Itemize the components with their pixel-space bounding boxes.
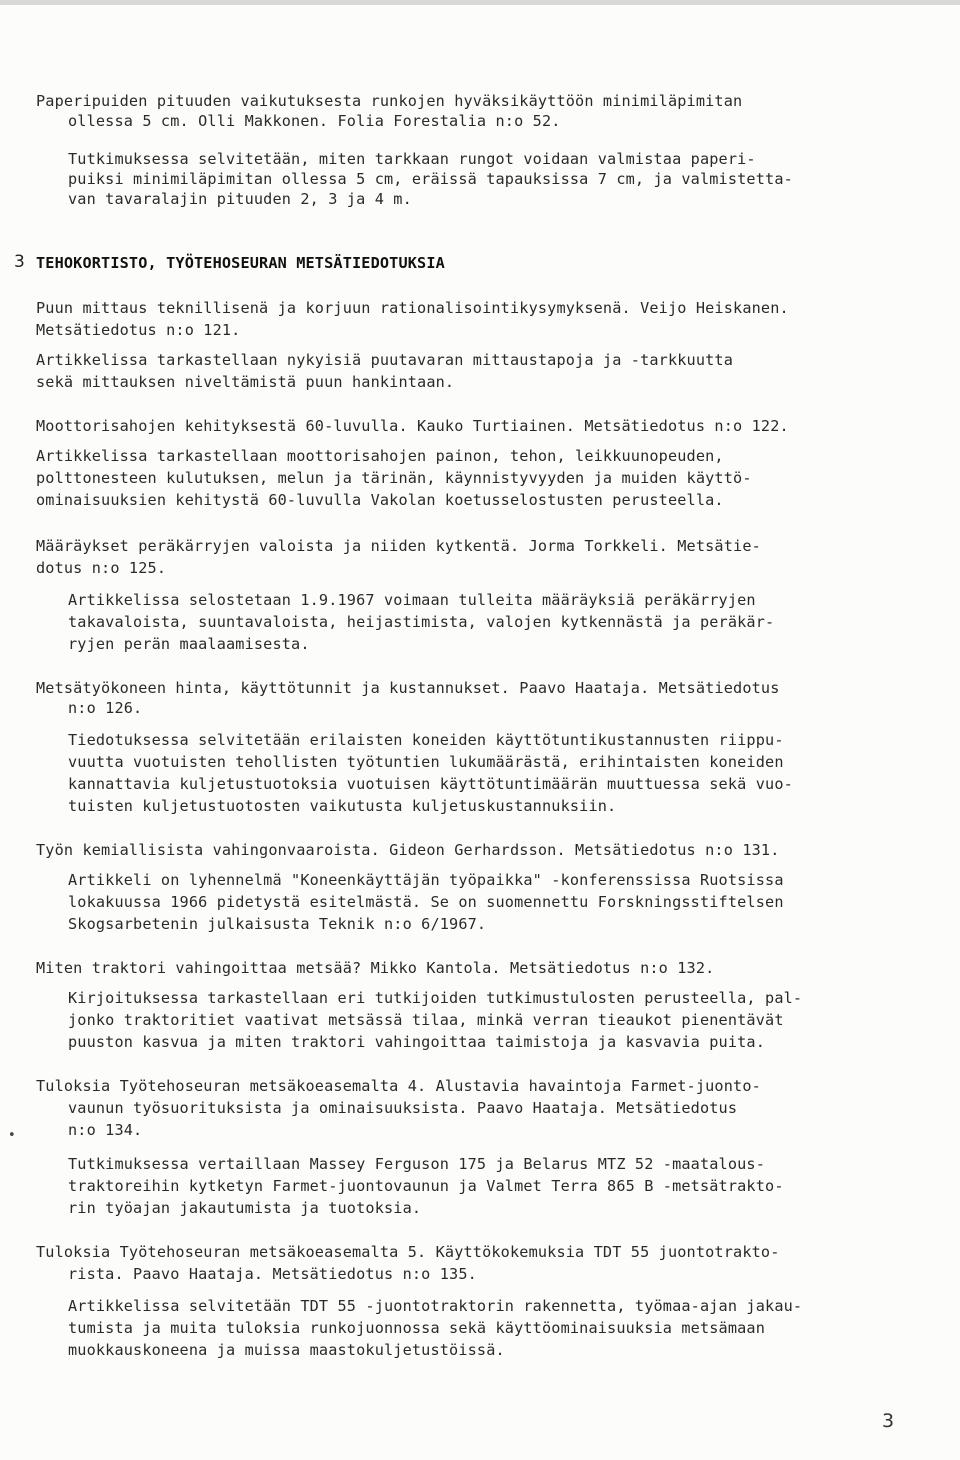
entry-title-line: vaunun työsuorituksista ja ominaisuuksista. Paavo Haataja. Metsätiedotus	[68, 1099, 738, 1117]
entry-abstract-line: Artikkelissa tarkastellaan nykyisiä puutavaran mittaustapoja ja -tarkkuutta	[36, 351, 734, 369]
entry-abstract-line: ominaisuuksien kehitystä 60-luvulla Vakolan koetusselostusten perusteella.	[36, 491, 724, 509]
entry-abstract-line: muokkauskoneena ja muissa maastokuljetustöissä.	[68, 1341, 505, 1359]
entry-abstract-line: rin työajan jakautumista ja tuotoksia.	[68, 1199, 422, 1217]
entry-abstract-line: lokakuussa 1966 pidetystä esitelmästä. Se on suomennettu Forskningsstiftelsen	[68, 893, 784, 911]
entry-title-line: Metsätiedotus n:o 121.	[36, 321, 241, 339]
page-number: 3	[882, 1410, 895, 1432]
entry-abstract-line: vuutta vuotuisten tehollisten työtuntien lukumäärästä, erihintaisten koneiden	[68, 753, 784, 771]
entry-abstract-line: jonko traktoritiet vaativat metsässä tilaa, minkä verran tieaukot pienentävät	[68, 1011, 784, 1029]
page-top-edge	[0, 0, 960, 5]
intro-abstract-line-1: Tutkimuksessa selvitetään, miten tarkkaan rungot voidaan valmistaa paperi-	[68, 150, 756, 168]
margin-tick-mark: •	[8, 1128, 16, 1143]
entry-abstract-line: ryjen perän maalaamisesta.	[68, 635, 310, 653]
entry-title-line: Moottorisahojen kehityksestä 60-luvulla. Kauko Turtiainen. Metsätiedotus n:o 122.	[36, 417, 789, 435]
entry-abstract-line: Tiedotuksessa selvitetään erilaisten koneiden käyttötuntikustannusten riippu-	[68, 731, 784, 749]
intro-abstract-line-2: puiksi minimiläpimitan ollessa 5 cm, eräissä tapauksissa 7 cm, ja valmistetta-	[68, 170, 793, 188]
entry-abstract-line: sekä mittauksen niveltämistä puun hankintaan.	[36, 373, 455, 391]
intro-abstract-line-3: van tavaralajin pituuden 2, 3 ja 4 m.	[68, 190, 412, 208]
entry-abstract-line: Artikkeli on lyhennelmä "Koneenkäyttäjän työpaikka" -konferenssissa Ruotsissa	[68, 871, 784, 889]
entry-abstract-line: takavaloista, suuntavaloista, heijastimista, valojen kytkennästä ja peräkär-	[68, 613, 775, 631]
entry-abstract-line: kannattavia kuljetustuotoksia vuotuisen käyttötuntimäärän muuttuessa sekä vuo-	[68, 775, 793, 793]
entry-abstract-line: puuston kasvua ja miten traktori vahingoittaa taimistoja ja kasvavia puita.	[68, 1033, 766, 1051]
entry-abstract-line: Artikkelissa selvitetään TDT 55 -juontotraktorin rakennetta, työmaa-ajan jakau-	[68, 1297, 803, 1315]
intro-title-line-2: ollessa 5 cm. Olli Makkonen. Folia Forestalia n:o 52.	[68, 112, 561, 130]
entry-abstract-line: Kirjoituksessa tarkastellaan eri tutkijoiden tutkimustulosten perusteella, pal-	[68, 989, 803, 1007]
intro-title-line-1: Paperipuiden pituuden vaikutuksesta runkojen hyväksikäyttöön minimiläpimitan	[36, 92, 743, 110]
entry-title-line: n:o 134.	[68, 1121, 143, 1139]
entry-title-line: rista. Paavo Haataja. Metsätiedotus n:o 135.	[68, 1265, 477, 1283]
entry-title-line: Työn kemiallisista vahingonvaaroista. Gideon Gerhardsson. Metsätiedotus n:o 131.	[36, 841, 780, 859]
entry-title-line: n:o 126.	[68, 699, 143, 717]
entry-abstract-line: tumista ja muita tuloksia runkojuonnossa sekä käyttöominaisuuksia metsämaan	[68, 1319, 766, 1337]
entry-title-line: Miten traktori vahingoittaa metsää? Mikko Kantola. Metsätiedotus n:o 132.	[36, 959, 715, 977]
entry-title-line: Tuloksia Työtehoseuran metsäkoeasemalta 5. Käyttökokemuksia TDT 55 juontotrakto-	[36, 1243, 780, 1261]
section-heading: TEHOKORTISTO, TYÖTEHOSEURAN METSÄTIEDOTUKSIA	[36, 254, 445, 272]
entry-abstract-line: polttonesteen kulutuksen, melun ja tärinän, käynnistyvyyden ja muiden käyttö-	[36, 469, 752, 487]
entry-title-line: Metsätyökoneen hinta, käyttötunnit ja kustannukset. Paavo Haataja. Metsätiedotus	[36, 679, 780, 697]
entry-title-line: Tuloksia Työtehoseuran metsäkoeasemalta 4. Alustavia havaintoja Farmet-juonto-	[36, 1077, 761, 1095]
entry-abstract-line: tuisten kuljetustuotosten vaikutusta kuljetuskustannuksiin.	[68, 797, 617, 815]
entry-abstract-line: Artikkelissa selostetaan 1.9.1967 voimaan tulleita määräyksiä peräkärryjen	[68, 591, 756, 609]
entry-title-line: Puun mittaus teknillisenä ja korjuun rationalisointikysymyksenä. Veijo Heiskanen.	[36, 299, 789, 317]
entry-abstract-line: Tutkimuksessa vertaillaan Massey Ferguson 175 ja Belarus MTZ 52 -maatalous-	[68, 1155, 766, 1173]
entry-title-line: dotus n:o 125.	[36, 559, 167, 577]
entry-title-line: Määräykset peräkärryjen valoista ja niiden kytkentä. Jorma Torkkeli. Metsätie-	[36, 537, 761, 555]
entry-abstract-line: traktoreihin kytketyn Farmet-juontovaunun ja Valmet Terra 865 B -metsätrakto-	[68, 1177, 784, 1195]
entry-abstract-line: Skogsarbetenin julkaisusta Teknik n:o 6/1967.	[68, 915, 487, 933]
section-number: 3	[14, 252, 25, 272]
entry-abstract-line: Artikkelissa tarkastellaan moottorisahojen painon, tehon, leikkuunopeuden,	[36, 447, 724, 465]
